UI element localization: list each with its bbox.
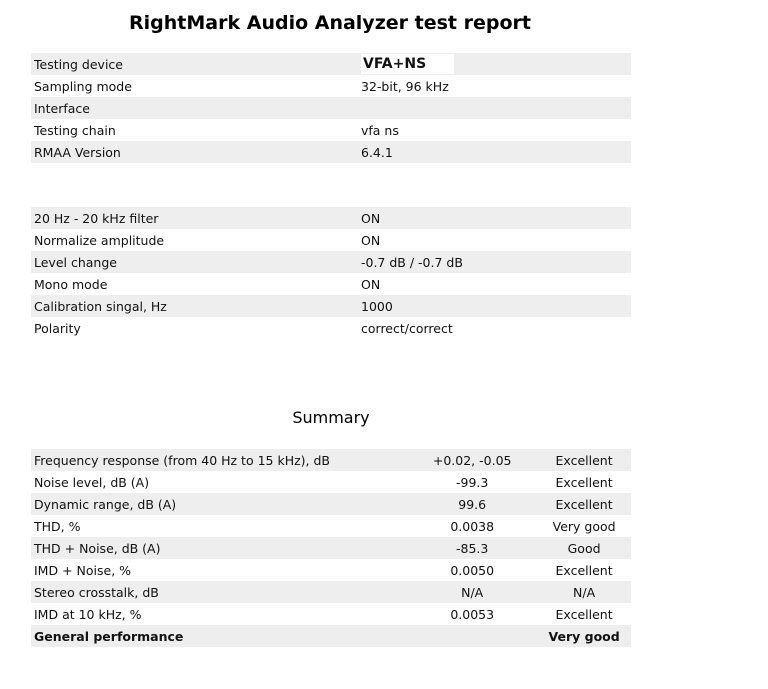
summary-rating: Excellent (537, 493, 631, 515)
summary-rating: Excellent (537, 603, 631, 625)
summary-rating: Excellent (537, 449, 631, 471)
summary-value (407, 625, 537, 647)
testing-device-value: VFA+NS (361, 54, 454, 74)
setting-value: -0.7 dB / -0.7 dB (358, 251, 631, 273)
info-value: 6.4.1 (358, 141, 631, 163)
table-row (31, 251, 631, 273)
summary-value: 0.0038 (407, 515, 537, 537)
table-row (31, 141, 631, 163)
summary-label: General performance (31, 625, 407, 647)
summary-label: Frequency response (from 40 Hz to 15 kHz), dB (31, 449, 407, 471)
summary-label: Dynamic range, dB (A) (31, 493, 407, 515)
table-row (31, 559, 631, 581)
setting-value: correct/correct (358, 317, 631, 339)
table-row (31, 97, 631, 119)
summary-table (31, 449, 631, 647)
summary-label: IMD + Noise, % (31, 559, 407, 581)
summary-rating: Excellent (537, 471, 631, 493)
setting-value: ON (358, 207, 631, 229)
table-row (31, 317, 631, 339)
setting-label: Normalize amplitude (31, 229, 358, 251)
table-row (31, 515, 631, 537)
summary-label: IMD at 10 kHz, % (31, 603, 407, 625)
summary-rating: Excellent (537, 559, 631, 581)
summary-value: 0.0053 (407, 603, 537, 625)
info-label: Interface (31, 97, 358, 119)
setting-value: ON (358, 229, 631, 251)
table-row (31, 449, 631, 471)
table-row (31, 471, 631, 493)
info-label: Testing chain (31, 119, 358, 141)
table-row (31, 295, 631, 317)
summary-title: Summary (292, 408, 370, 427)
info-value: vfa ns (358, 119, 631, 141)
summary-value: 99.6 (407, 493, 537, 515)
table-row (31, 119, 631, 141)
info-label: Sampling mode (31, 75, 358, 97)
summary-rating: Very good (537, 515, 631, 537)
setting-value: ON (358, 273, 631, 295)
summary-label: Noise level, dB (A) (31, 471, 407, 493)
setting-value: 1000 (358, 295, 631, 317)
summary-rating: Very good (537, 625, 631, 647)
summary-value: N/A (407, 581, 537, 603)
setting-label: Polarity (31, 317, 358, 339)
setting-label: Level change (31, 251, 358, 273)
info-label: Testing device (31, 53, 358, 75)
summary-rating: Good (537, 537, 631, 559)
info-value (358, 53, 631, 75)
table-row (31, 75, 631, 97)
setting-label: 20 Hz - 20 kHz filter (31, 207, 358, 229)
table-row (31, 273, 631, 295)
setting-label: Mono mode (31, 273, 358, 295)
table-row (31, 53, 631, 75)
device-info-table (31, 53, 631, 163)
summary-value: 0.0050 (407, 559, 537, 581)
table-row (31, 537, 631, 559)
info-value (358, 97, 631, 119)
info-label: RMAA Version (31, 141, 358, 163)
table-row (31, 493, 631, 515)
table-row (31, 603, 631, 625)
info-value: 32-bit, 96 kHz (358, 75, 631, 97)
summary-label: Stereo crosstalk, dB (31, 581, 407, 603)
settings-table (31, 207, 631, 339)
summary-value: -99.3 (407, 471, 537, 493)
summary-rating: N/A (537, 581, 631, 603)
summary-value: -85.3 (407, 537, 537, 559)
general-performance-row (31, 625, 631, 647)
summary-label: THD, % (31, 515, 407, 537)
setting-label: Calibration singal, Hz (31, 295, 358, 317)
table-row (31, 229, 631, 251)
summary-label: THD + Noise, dB (A) (31, 537, 407, 559)
table-row (31, 581, 631, 603)
report-title: RightMark Audio Analyzer test report (129, 12, 531, 34)
table-row (31, 207, 631, 229)
summary-value: +0.02, -0.05 (407, 449, 537, 471)
